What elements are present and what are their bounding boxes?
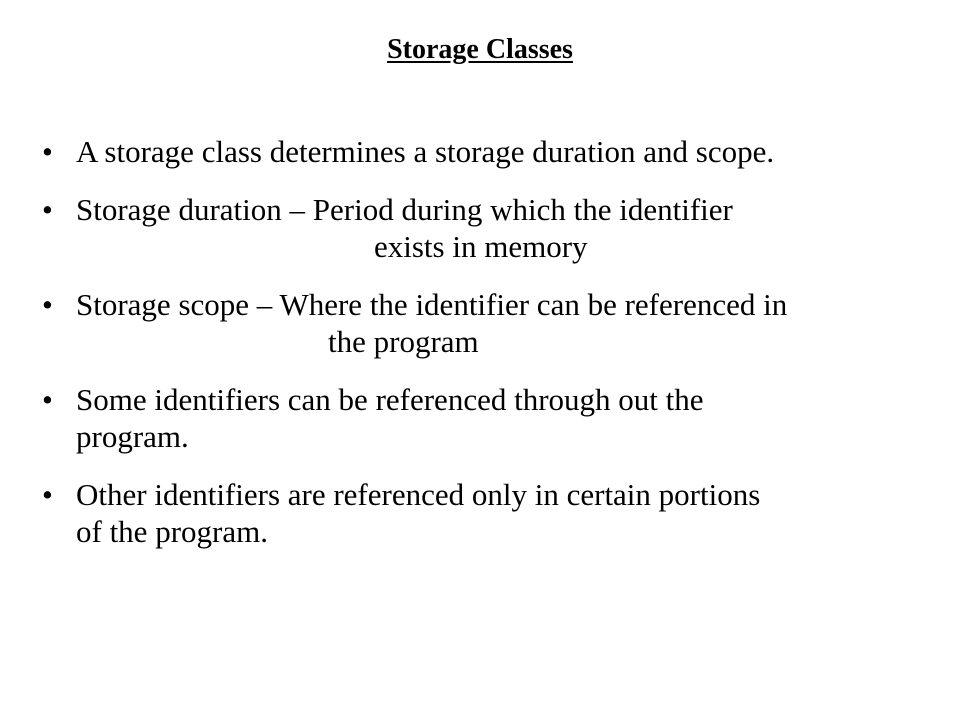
bullet-item	[0, 476, 960, 550]
bullet-text-continuation: the program	[328, 324, 479, 359]
bullet-text: Some identifiers can be referenced through out the	[76, 382, 704, 417]
slide-title: Storage Classes	[387, 34, 573, 65]
bullet-dot-icon: •	[42, 477, 53, 512]
bullet-dot-icon: •	[42, 287, 53, 322]
bullet-text-continuation: program.	[76, 419, 189, 454]
bullet-item	[0, 381, 960, 455]
bullet-text: Other identifiers are referenced only in certain portions	[76, 477, 761, 512]
bullet-text-continuation: of the program.	[76, 514, 268, 549]
bullet-text-continuation: exists in memory	[374, 229, 588, 264]
bullet-item	[0, 133, 960, 170]
bullet-dot-icon: •	[42, 192, 53, 227]
bullet-item	[0, 191, 960, 265]
bullet-text: Storage duration – Period during which the identifier	[76, 192, 733, 227]
bullet-list	[0, 133, 960, 571]
bullet-text: Storage scope – Where the identifier can be referenced in	[76, 287, 788, 322]
bullet-item	[0, 286, 960, 360]
bullet-text: A storage class determines a storage duration and scope.	[76, 134, 775, 169]
bullet-dot-icon: •	[42, 134, 53, 169]
bullet-dot-icon: •	[42, 382, 53, 417]
